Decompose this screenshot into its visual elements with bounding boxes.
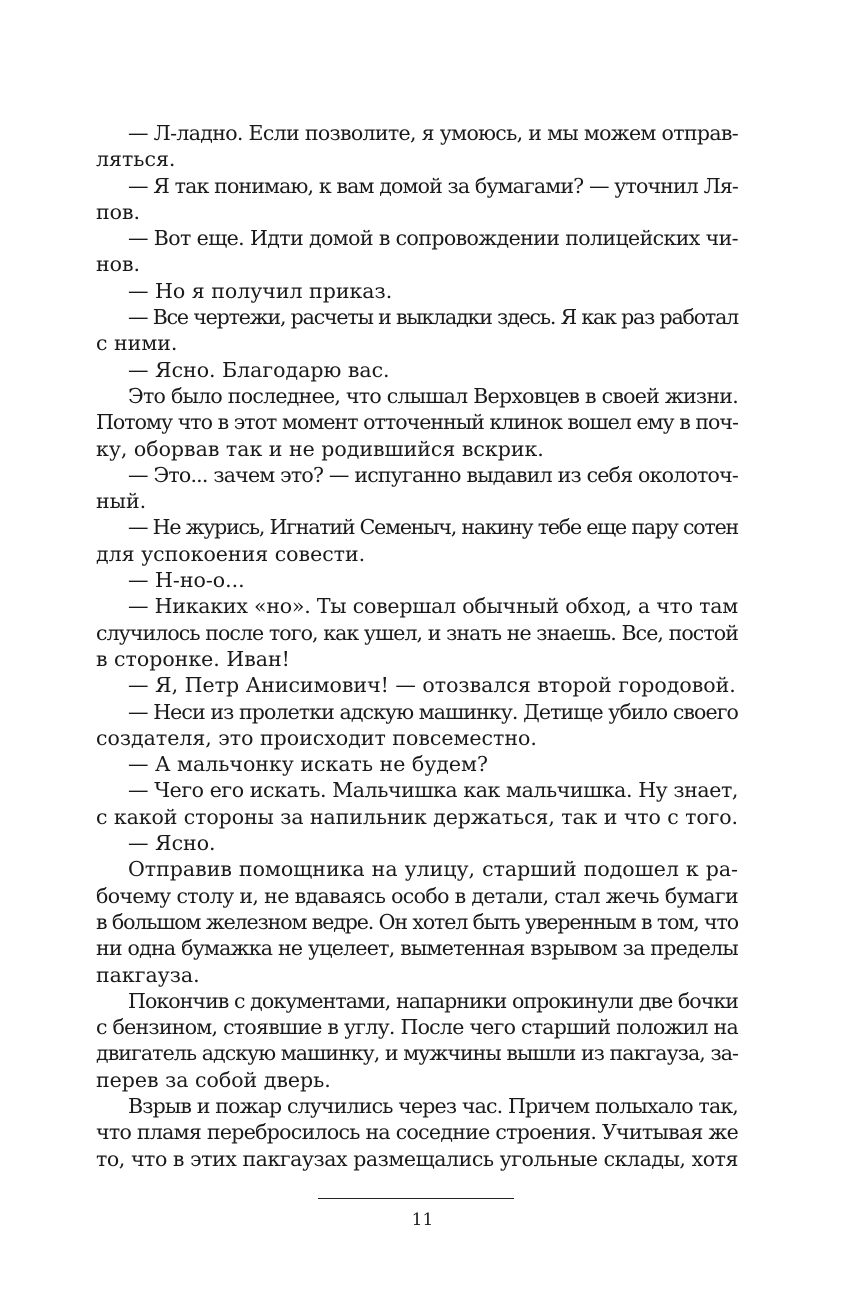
text-line: Это было последнее, что слышал Верховцев в своей жизни.: [128, 383, 738, 408]
text-line: — Я, Петр Анисимович! — отозвался второй городовой.: [128, 673, 736, 698]
text-line: Потому что в этот момент отточенный клинок вошел ему в поч-: [96, 410, 738, 435]
text-line: — Неси из пролетки адскую машинку. Детище убило своего: [128, 699, 738, 724]
text-line: — А мальчонку искать не будем?: [128, 752, 488, 777]
text-line: бочему столу и, не вдаваясь особо в детали, стал жечь бумаги: [96, 883, 738, 908]
page-number: 11: [411, 1210, 434, 1230]
text-line: случилось после того, как ушел, и знать не знаешь. Все, постой: [96, 620, 738, 645]
text-line: создателя, это происходит повсеместно.: [96, 725, 537, 750]
text-line: с бензином, стоявшие в углу. После чего старший положил на: [96, 1015, 738, 1040]
text-line: — Я так понимаю, к вам домой за бумагами? — уточнил Ля-: [128, 173, 738, 198]
text-line: что пламя перебросилось на соседние строения. Учитывая же: [96, 1120, 738, 1145]
page-body-text: [96, 120, 738, 1172]
text-line: — Л-ладно. Если позволите, я умоюсь, и мы можем отправ-: [128, 121, 738, 145]
footer-divider: [318, 1198, 514, 1199]
text-line: — Все чертежи, расчеты и выкладки здесь. Я как раз работал: [128, 305, 739, 330]
text-line: перев за собой дверь.: [96, 1067, 331, 1092]
text-line: ляться.: [96, 147, 176, 172]
text-line: — Не журись, Игнатий Семеныч, накину тебе еще пару сотен: [128, 515, 738, 540]
text-line: — Чего его искать. Мальчишка как мальчишка. Ну знает,: [128, 778, 738, 803]
text-line: с ними.: [96, 331, 178, 356]
text-line: в сторонке. Иван!: [96, 646, 290, 671]
text-line: Отправив помощника на улицу, старший подошел к ра-: [128, 857, 738, 882]
text-line: ку, оборвав так и не родившийся вскрик.: [96, 436, 544, 461]
text-line: Покончив с документами, напарники опрокинули две бочки: [128, 988, 738, 1013]
text-line: — Н-но-о...: [128, 568, 245, 593]
text-line: — Это... зачем это? — испуганно выдавил из себя околоточ-: [128, 462, 738, 487]
text-line: — Ясно. Благодарю вас.: [128, 357, 390, 382]
text-line: — Вот еще. Идти домой в сопровождении полицейских чи-: [128, 226, 738, 251]
text-line: пакгауза.: [96, 962, 200, 987]
text-line: ный.: [96, 489, 147, 514]
text-line: ни одна бумажка не уцелеет, выметенная взрывом за пределы: [96, 936, 738, 961]
text-line: пов.: [96, 199, 141, 224]
text-line: в большом железном ведре. Он хотел быть уверенным в том, что: [96, 909, 738, 934]
text-line: двигатель адскую машинку, и мужчины вышли из пакгауза, за-: [96, 1041, 738, 1066]
text-line: то, что в этих пакгаузах размещались угольные склады, хотя: [96, 1146, 738, 1171]
text-line: с какой стороны за напильник держаться, так и что с того.: [96, 804, 738, 829]
text-line: — Никаких «но». Ты совершал обычный обход, а что там: [128, 594, 738, 619]
text-line: — Но я получил приказ.: [128, 278, 393, 303]
text-line: — Ясно.: [128, 831, 216, 856]
text-line: Взрыв и пожар случились через час. Причем полыхало так,: [128, 1093, 738, 1118]
text-line: нов.: [96, 252, 141, 277]
text-line: для успокоения совести.: [96, 541, 366, 566]
